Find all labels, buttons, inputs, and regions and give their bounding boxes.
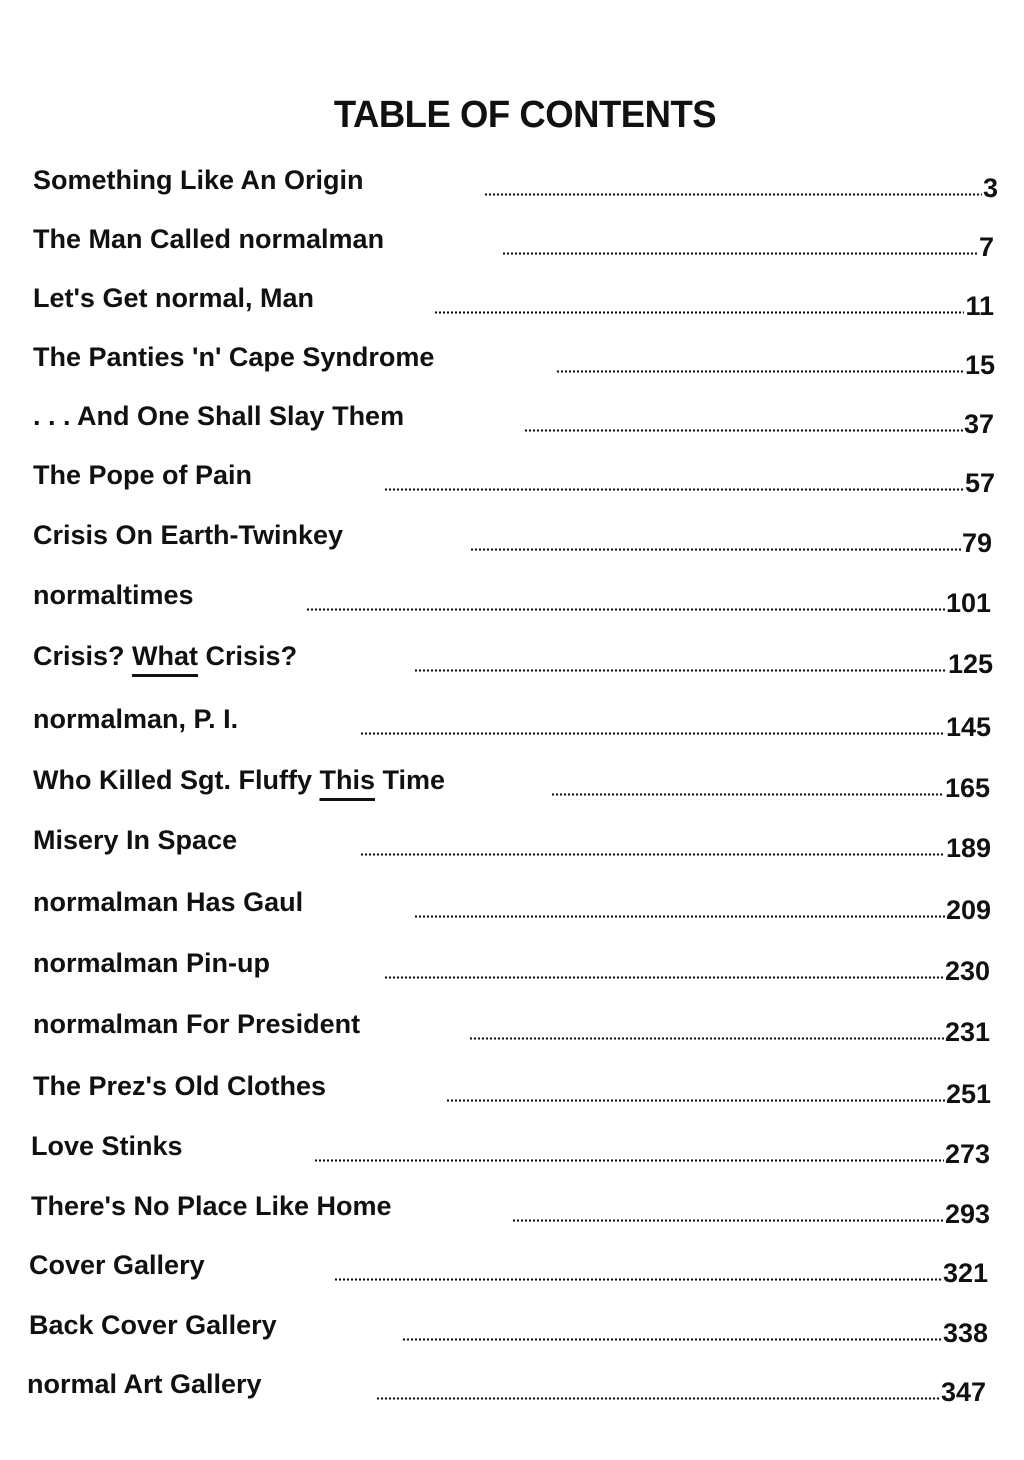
dot-leader: [556, 370, 964, 373]
entry-title: normalman Has Gaul: [33, 887, 304, 917]
dot-leader: [414, 669, 947, 672]
underlined-word: What: [132, 641, 199, 671]
entry-page-number: 57: [964, 468, 995, 498]
dot-leader: [484, 193, 982, 196]
entry-title: normalman For President: [33, 1009, 361, 1039]
entry-page-number: 189: [945, 833, 991, 863]
toc-entry: [0, 1368, 1024, 1408]
dot-leader: [524, 429, 963, 432]
toc-entry: [0, 400, 1024, 440]
toc-entry: [0, 1130, 1024, 1170]
dot-leader: [502, 252, 978, 255]
entry-title: Love Stinks: [31, 1131, 183, 1161]
toc-entry: [0, 640, 1024, 680]
entry-title: Let's Get normal, Man: [33, 283, 314, 313]
entry-title: normaltimes: [33, 580, 194, 610]
toc-entry: [0, 579, 1024, 619]
entry-page-number: 231: [944, 1017, 990, 1047]
toc-entry: [0, 459, 1024, 499]
toc-entry: [0, 1070, 1024, 1110]
entry-page-number: 273: [944, 1139, 990, 1169]
entry-page-number: 347: [940, 1377, 986, 1407]
toc-entry: [0, 164, 1024, 204]
dot-leader: [551, 793, 944, 796]
entry-title: Cover Gallery: [29, 1250, 205, 1280]
dot-leader: [334, 1278, 942, 1281]
toc-entry: [0, 764, 1024, 804]
entry-title: Back Cover Gallery: [29, 1310, 277, 1340]
entry-title: normalman Pin-up: [33, 948, 271, 978]
dot-leader: [360, 732, 945, 735]
entry-page-number: 251: [945, 1079, 991, 1109]
entry-title: . . . And One Shall Slay Them: [33, 401, 405, 431]
entry-title: Crisis On Earth-Twinkey: [33, 520, 344, 550]
toc-entry: [0, 947, 1024, 987]
entry-page-number: 209: [945, 895, 991, 925]
toc-entry: [0, 1190, 1024, 1230]
dot-leader: [384, 976, 944, 979]
entry-title: The Panties 'n' Cape Syndrome: [33, 342, 435, 372]
entry-page-number: 11: [965, 291, 994, 321]
toc-entry: [0, 519, 1024, 559]
entry-page-number: 293: [944, 1199, 990, 1229]
entry-title: The Pope of Pain: [33, 460, 253, 490]
toc-entry: [0, 341, 1024, 381]
entry-title: The Prez's Old Clothes: [33, 1071, 326, 1101]
entry-page-number: 101: [945, 588, 991, 618]
entry-page-number: 3: [982, 173, 998, 203]
entry-title: Something Like An Origin: [33, 165, 364, 195]
toc-entry: [0, 824, 1024, 864]
entry-page-number: 7: [978, 232, 994, 262]
dot-leader: [360, 853, 945, 856]
dot-leader: [469, 1037, 944, 1040]
toc-entry: [0, 703, 1024, 743]
entry-title: normalman, P. I.: [33, 704, 239, 734]
dot-leader: [470, 548, 961, 551]
entry-page-number: 37: [963, 409, 994, 439]
underlined-word: This: [319, 765, 375, 795]
dot-leader: [314, 1159, 944, 1162]
toc-entry: [0, 1249, 1024, 1289]
entry-page-number: 15: [964, 350, 995, 380]
entry-page-number: 125: [947, 649, 993, 679]
toc-entry: [0, 1309, 1024, 1349]
dot-leader: [376, 1397, 940, 1400]
entry-page-number: 145: [945, 712, 991, 742]
entry-title: Crisis? What Crisis?: [33, 641, 298, 671]
dot-leader: [434, 311, 964, 314]
dot-leader: [512, 1219, 944, 1222]
dot-leader: [414, 915, 945, 918]
toc-entry: [0, 1008, 1024, 1048]
toc-entry: [0, 282, 1024, 322]
entry-title: Misery In Space: [33, 825, 238, 855]
entry-title: normal Art Gallery: [27, 1369, 262, 1399]
entry-page-number: 165: [944, 773, 990, 803]
dot-leader: [402, 1338, 942, 1341]
toc-entry: [0, 223, 1024, 263]
entry-title: The Man Called normalman: [33, 224, 385, 254]
entry-page-number: 338: [942, 1318, 988, 1348]
toc-entry: [0, 886, 1024, 926]
entry-page-number: 230: [944, 956, 990, 986]
entry-page-number: 79: [961, 528, 992, 558]
dot-leader: [446, 1099, 945, 1102]
entry-title: Who Killed Sgt. Fluffy This Time: [33, 765, 446, 795]
entry-title: There's No Place Like Home: [31, 1191, 392, 1221]
dot-leader: [384, 488, 964, 491]
dot-leader: [306, 608, 945, 611]
entry-page-number: 321: [942, 1258, 988, 1288]
page-title: TABLE OF CONTENTS: [333, 94, 717, 136]
